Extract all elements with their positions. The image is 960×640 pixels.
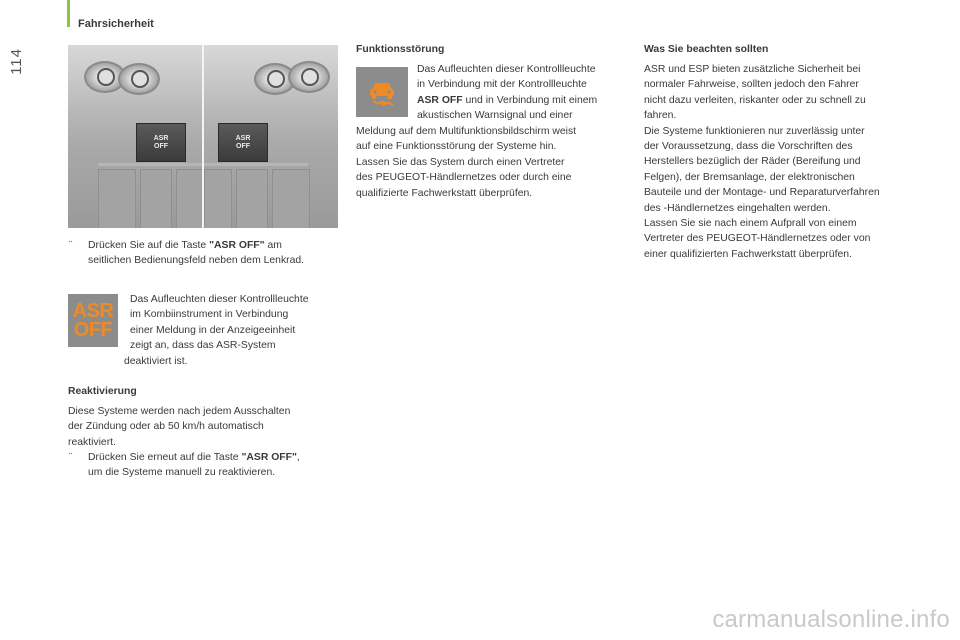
reactivation-heading: Reaktivierung	[68, 386, 137, 397]
seat-heat-icon	[118, 63, 160, 95]
bullet-marker: ¨	[69, 240, 73, 251]
esp-warning-icon	[356, 67, 408, 117]
reactivation-text: Diese Systeme werden nach jedem Ausschalten der Zündung oder ab 50 km/h automatisch reaktiviert.	[68, 406, 291, 448]
asr-off-button-right: ASR OFF	[218, 123, 268, 162]
asr-off-warning-icon: ASR OFF	[68, 294, 118, 347]
notes-heading: Was Sie beachten sollten	[644, 44, 769, 55]
panel-ridge-left	[98, 163, 202, 166]
asr-warning-description: Das Aufleuchten dieser Kontrollleuchte im Kombiinstrument in Verbindung einer Meldung in der Anzeigeeinheit zeigt an, dass das ASR-System deaktiviert ist.	[124, 294, 309, 367]
dashboard-photo	[68, 45, 338, 228]
malfunction-heading: Funktionsstörung	[356, 44, 445, 55]
panel-slot	[204, 169, 232, 228]
asr-off-button-left: ASR OFF	[136, 123, 186, 162]
panel-slot	[98, 169, 136, 228]
notes-text: ASR und ESP bieten zusätzliche Sicherheit bei normaler Fahrweise, sollten jedoch den Fahrer nicht dazu verleiten, riskanter oder zu schnell zu fahren. Die Systeme funktionieren nur zuverlässig unter der Voraussetzung, dass die Vorschriften des Herstellers bezüglich der Räder (Bereifung und Felgen), der Bremsanlage, der elektronischen Bauteile und der Montage- und Reparaturverfahren des -Händlernetzes eingehalten werden. Lassen Sie sie nach einem Aufprall von einem Vertreter des PEUGEOT-Händlernetzes oder von einer qualifizierten Fachwerkstatt überprüfen.	[644, 64, 880, 260]
panel-slot	[272, 169, 310, 228]
step-1: Drücken Sie auf die Taste "ASR OFF" am seitlichen Bedienungsfeld neben dem Lenkrad.	[88, 240, 305, 267]
page-number: 114	[8, 48, 25, 75]
panel-ridge-right	[204, 163, 308, 166]
section-accent-bar	[67, 0, 70, 27]
bullet-marker: ¨	[69, 452, 73, 463]
step-2: Drücken Sie erneut auf die Taste "ASR OFF", um die Systeme manuell zu reaktivieren.	[88, 452, 300, 479]
panel-slot	[176, 169, 204, 228]
section-title: Fahrsicherheit	[78, 18, 154, 30]
steering-wheel-icon	[288, 61, 330, 93]
skidding-car-icon	[364, 74, 400, 110]
malfunction-text: Meldung auf dem Multifunktionsbildschirm weist auf eine Funktionsstörung der Systeme hin. Lassen Sie das System durch einen Vertreter des PEUGEOT-Händlernetzes oder durch eine qualifizierte Fachwerkstatt überprüfen.	[356, 126, 577, 199]
photo-left-half	[68, 45, 202, 228]
malfunction-text-beside-icon: Das Aufleuchten dieser Kontrollleuchte in Verbindung mit der Kontrollleuchte ASR OFF und in Verbindung mit einem akustischen Warnsignal und einer	[417, 64, 598, 122]
panel-slot	[236, 169, 268, 228]
watermark: carmanualsonline.info	[712, 606, 950, 633]
photo-right-half	[204, 45, 338, 228]
panel-slot	[140, 169, 172, 228]
